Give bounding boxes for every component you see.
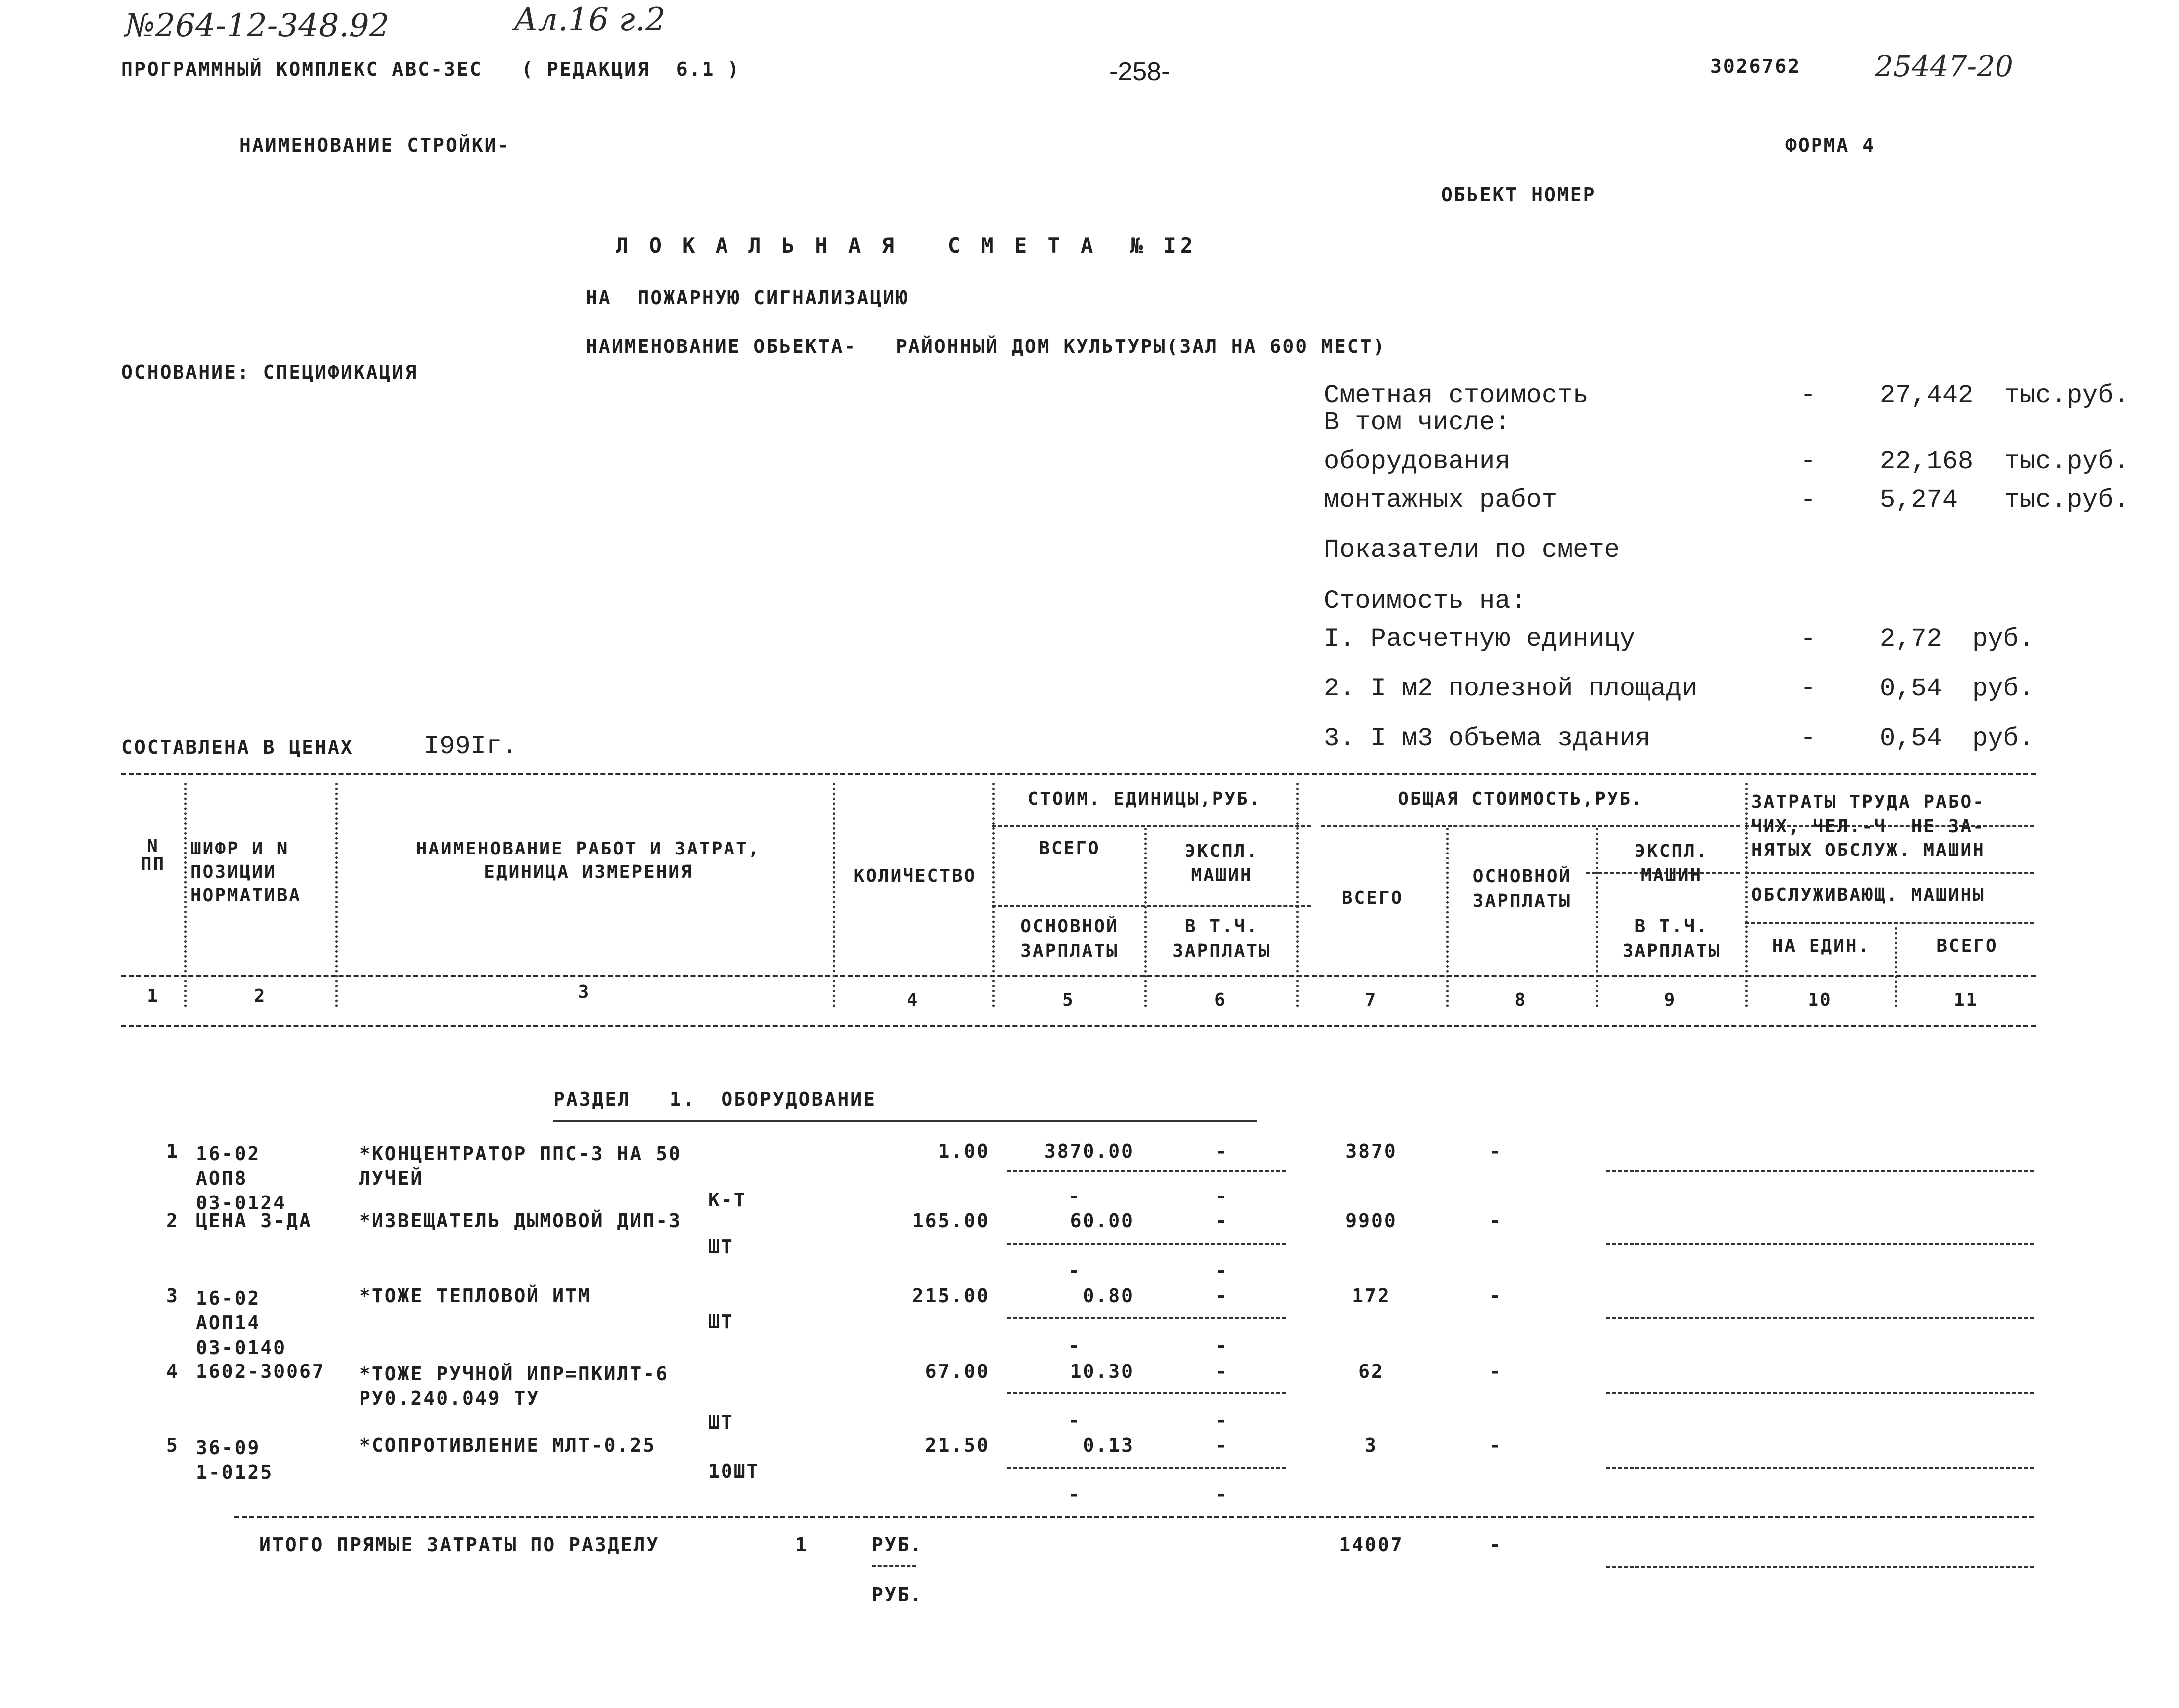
row-sub-wage: - <box>1068 1483 1081 1505</box>
summary-value: 5,274 <box>1880 485 1958 514</box>
row-name: *ИЗВЕЩАТЕЛЬ ДЫМОВОЙ ДИП-3 <box>359 1210 682 1232</box>
row-name: *ТОЖЕ ТЕПЛОВОЙ ИТМ <box>359 1285 591 1307</box>
summary-value: 0,54 <box>1880 724 1942 753</box>
row-machines: - <box>1215 1434 1228 1456</box>
row-subrule <box>1007 1392 1286 1394</box>
header-col5a: ВСЕГО <box>1039 838 1100 858</box>
column-number: 5 <box>1062 990 1075 1010</box>
column-numbers-rule <box>121 1025 2036 1027</box>
row-total: 3 <box>1365 1434 1378 1456</box>
header-col4: КОЛИЧЕСТВО <box>853 866 977 886</box>
row-subrule <box>1007 1467 1286 1469</box>
row-unit: 10ШТ <box>708 1460 760 1482</box>
row-sub-machine-wage: - <box>1215 1409 1228 1431</box>
summary-dash: - <box>1800 381 1816 410</box>
summary-label: Показатели по смете <box>1324 535 1620 565</box>
column-number: 7 <box>1365 990 1378 1010</box>
row-total: 172 <box>1352 1285 1391 1307</box>
handwritten-number: №264-12-348.92 <box>125 7 390 44</box>
row-name: *СОПРОТИВЛЕНИЕ МЛТ-0.25 <box>359 1434 656 1456</box>
header-col3: НАИМЕНОВАНИЕ РАБОТ И ЗАТРАТ, ЕДИНИЦА ИЗМЕРЕНИЯ <box>416 839 761 882</box>
row-total: 62 <box>1358 1361 1384 1382</box>
row-base-wage: - <box>1489 1361 1502 1382</box>
column-number: 6 <box>1214 990 1227 1010</box>
row-sub-machine-wage: - <box>1215 1185 1228 1207</box>
page-number: -258- <box>1109 57 1170 86</box>
row-name: *КОНЦЕНТРАТОР ППС-3 НА 50 ЛУЧЕЙ <box>359 1143 682 1190</box>
summary-dash: - <box>1800 674 1816 703</box>
summary-value: 27,442 <box>1880 381 1974 410</box>
row-machines: - <box>1215 1285 1228 1307</box>
row-quantity: 165.00 <box>912 1210 990 1232</box>
object-name: НАИМЕНОВАНИЕ ОБЬЕКТА- РАЙОННЫЙ ДОМ КУЛЬТУРЫ(ЗАЛ НА 600 МЕСТ) <box>586 336 1386 357</box>
summary-dash: - <box>1800 485 1816 514</box>
column-number: 11 <box>1953 990 1979 1010</box>
row-base-wage: - <box>1489 1140 1502 1162</box>
document-code: 3026762 <box>1710 55 1801 77</box>
row-unit-price: 10.30 <box>1070 1361 1134 1382</box>
row-number: 4 <box>166 1361 179 1382</box>
row-unit-price: 0.13 <box>1083 1434 1134 1456</box>
summary-unit: руб. <box>1972 674 2034 703</box>
column-number: 8 <box>1514 990 1527 1010</box>
header-col2: ШИФР И N ПОЗИЦИИ НОРМАТИВА <box>190 839 302 906</box>
summary-label: 2. I м2 полезной площади <box>1324 674 1697 703</box>
col-separator <box>184 783 187 1007</box>
row-quantity: 1.00 <box>938 1140 990 1162</box>
row-total: 3870 <box>1345 1140 1397 1162</box>
row-code: 16-02 АОП14 03-0140 <box>196 1287 287 1359</box>
header-col11: ВСЕГО <box>1936 936 1998 956</box>
object-number-label: ОБЬЕКТ НОМЕР <box>1441 184 1596 206</box>
labor-subrule <box>1745 872 2034 874</box>
summary-value: 2,72 <box>1880 624 1942 654</box>
totals-section: 1 <box>795 1534 808 1556</box>
row-number: 1 <box>166 1140 179 1162</box>
stroyka-label: НАИМЕНОВАНИЕ СТРОЙКИ- <box>239 134 511 156</box>
summary-unit: руб. <box>1972 724 2034 753</box>
header-col5b: ОСНОВНОЙ ЗАРПЛАТЫ <box>1020 916 1119 961</box>
row-code: 1602-30067 <box>196 1361 325 1382</box>
handwritten-page-code: 25447-20 <box>1875 49 2013 83</box>
row-subrule-right <box>1606 1392 2034 1394</box>
row-unit-price: 60.00 <box>1070 1210 1134 1232</box>
col-separator <box>1446 828 1449 1007</box>
row-sub-wage: - <box>1068 1335 1081 1357</box>
row-sub-machine-wage: - <box>1215 1260 1228 1282</box>
row-subrule <box>1007 1243 1286 1245</box>
header-unit-cost: СТОИМ. ЕДИНИЦЫ,РУБ. <box>1027 789 1262 809</box>
header-serv: ОБСЛУЖИВАЮЩ. МАШИНЫ <box>1751 885 1985 905</box>
header-bottom-rule <box>121 975 2036 977</box>
column-number: 10 <box>1808 990 1832 1010</box>
summary-label: Стоимость на: <box>1324 586 1526 616</box>
header-col8: ОСНОВНОЙ ЗАРПЛАТЫ <box>1472 866 1572 911</box>
row-subrule <box>1007 1317 1286 1319</box>
summary-dash: - <box>1800 447 1816 476</box>
section-underline <box>553 1116 1257 1122</box>
summary-dash: - <box>1800 724 1816 753</box>
section-title: РАЗДЕЛ 1. ОБОРУДОВАНИЕ <box>553 1088 876 1110</box>
column-number: 3 <box>578 982 591 1002</box>
row-base-wage: - <box>1489 1210 1502 1232</box>
row-unit-price: 3870.00 <box>1044 1140 1134 1162</box>
summary-unit: тыс.руб. <box>2004 447 2129 476</box>
row-number: 5 <box>166 1434 179 1456</box>
row-sub-wage: - <box>1068 1185 1081 1207</box>
summary-unit: тыс.руб. <box>2004 381 2129 410</box>
table-top-rule <box>121 773 2036 775</box>
totals-base-wage: - <box>1489 1534 1502 1556</box>
header-labor: ЗАТРАТЫ ТРУДА РАБО- ЧИХ, ЧЕЛ.-Ч НЕ ЗА- НЯТЫХ ОБСЛУЖ. МАШИН <box>1751 792 1985 861</box>
col-separator <box>992 783 995 1007</box>
row-name: *ТОЖЕ РУЧНОЙ ИПР=ПКИЛТ-6 РУ0.240.049 ТУ <box>359 1363 669 1410</box>
row-quantity: 67.00 <box>925 1361 990 1382</box>
row-sub-machine-wage: - <box>1215 1483 1228 1505</box>
row-code: 16-02 АОП8 03-0124 <box>196 1143 287 1214</box>
prices-label: СОСТАВЛЕНА В ЦЕНАХ <box>121 736 354 758</box>
row-unit: ШТ <box>708 1411 734 1433</box>
column-number: 4 <box>907 990 919 1010</box>
unit-cost-rule <box>992 825 1311 827</box>
row-subrule-right <box>1606 1467 2034 1469</box>
row-code: ЦЕНА 3-ДА <box>196 1210 312 1232</box>
totals-rule <box>234 1516 2034 1518</box>
totals-label: ИТОГО ПРЯМЫЕ ЗАТРАТЫ ПО РАЗДЕЛУ <box>259 1534 660 1556</box>
row-number: 2 <box>166 1210 179 1232</box>
totals-rub-wage: РУБ. <box>872 1584 923 1606</box>
row-total: 9900 <box>1345 1210 1397 1232</box>
header-col9a: ЭКСПЛ. МАШИН <box>1634 841 1709 886</box>
row-machines: - <box>1215 1210 1228 1232</box>
totals-subrule-right <box>1606 1566 2034 1568</box>
column-number: 1 <box>147 986 159 1006</box>
summary-label: оборудования <box>1324 447 1511 476</box>
col-separator <box>1745 783 1748 1007</box>
row-unit-price: 0.80 <box>1083 1285 1134 1307</box>
row-subrule <box>1007 1170 1286 1172</box>
totals-rub: РУБ. <box>872 1534 923 1556</box>
summary-unit: тыс.руб. <box>2004 485 2129 514</box>
row-code: 36-09 1-0125 <box>196 1437 274 1484</box>
summary-label: монтажных работ <box>1324 485 1558 514</box>
summary-value: 0,54 <box>1880 674 1942 703</box>
row-unit: ШТ <box>708 1311 734 1333</box>
totals-rub-rule <box>872 1565 916 1567</box>
unit-cost-subrule <box>992 905 1311 907</box>
summary-dash: - <box>1800 624 1816 654</box>
row-quantity: 21.50 <box>925 1434 990 1456</box>
row-subrule-right <box>1606 1317 2034 1319</box>
row-sub-wage: - <box>1068 1260 1081 1282</box>
document-title: Л О К А Л Ь Н А Я С М Е Т А № I2 <box>616 233 1197 258</box>
summary-label: Сметная стоимость <box>1324 381 1589 410</box>
row-machines: - <box>1215 1140 1228 1162</box>
header-col6b: В Т.Ч. ЗАРПЛАТЫ <box>1172 916 1271 961</box>
summary-label: I. Расчетную единицу <box>1324 624 1635 654</box>
column-number: 2 <box>254 986 267 1006</box>
row-unit: ШТ <box>708 1236 734 1258</box>
form-label: ФОРМА 4 <box>1785 134 1876 156</box>
program-header: ПРОГРАММНЫЙ КОМПЛЕКС АВС-3ЕС ( РЕДАКЦИЯ 6.1 ) <box>121 58 741 80</box>
header-total-cost: ОБЩАЯ СТОИМОСТЬ,РУБ. <box>1398 789 1644 809</box>
header-col1: N ПП <box>140 836 166 874</box>
row-unit: К-Т <box>708 1189 747 1211</box>
row-base-wage: - <box>1489 1285 1502 1307</box>
handwritten-album: Ал.16 г.2 <box>514 1 666 38</box>
totals-value: 14007 <box>1339 1534 1404 1556</box>
row-sub-machine-wage: - <box>1215 1335 1228 1357</box>
prices-year: I99Iг. <box>424 732 518 761</box>
summary-label: В том числе: <box>1324 408 1511 437</box>
row-number: 3 <box>166 1285 179 1307</box>
row-machines: - <box>1215 1361 1228 1382</box>
col-separator <box>833 783 835 1007</box>
row-subrule-right <box>1606 1170 2034 1172</box>
row-quantity: 215.00 <box>912 1285 990 1307</box>
header-col10: НА ЕДИН. <box>1772 936 1871 956</box>
column-number: 9 <box>1664 990 1677 1010</box>
header-col9b: В Т.Ч. ЗАРПЛАТЫ <box>1622 916 1721 961</box>
summary-value: 22,168 <box>1880 447 1974 476</box>
total-cost-rule <box>1321 825 1740 827</box>
row-sub-wage: - <box>1068 1409 1081 1431</box>
header-col6a: ЭКСПЛ. МАШИН <box>1184 841 1259 886</box>
serv-subrule <box>1745 922 2034 924</box>
header-col7: ВСЕГО <box>1341 888 1404 908</box>
row-base-wage: - <box>1489 1434 1502 1456</box>
basis-label: ОСНОВАНИЕ: СПЕЦИФИКАЦИЯ <box>121 361 418 383</box>
document-subtitle: НА ПОЖАРНУЮ СИГНАЛИЗАЦИЮ <box>586 287 908 309</box>
summary-unit: руб. <box>1972 624 2034 654</box>
summary-label: 3. I м3 объема здания <box>1324 724 1651 753</box>
col-separator <box>335 783 338 1007</box>
row-subrule-right <box>1606 1243 2034 1245</box>
